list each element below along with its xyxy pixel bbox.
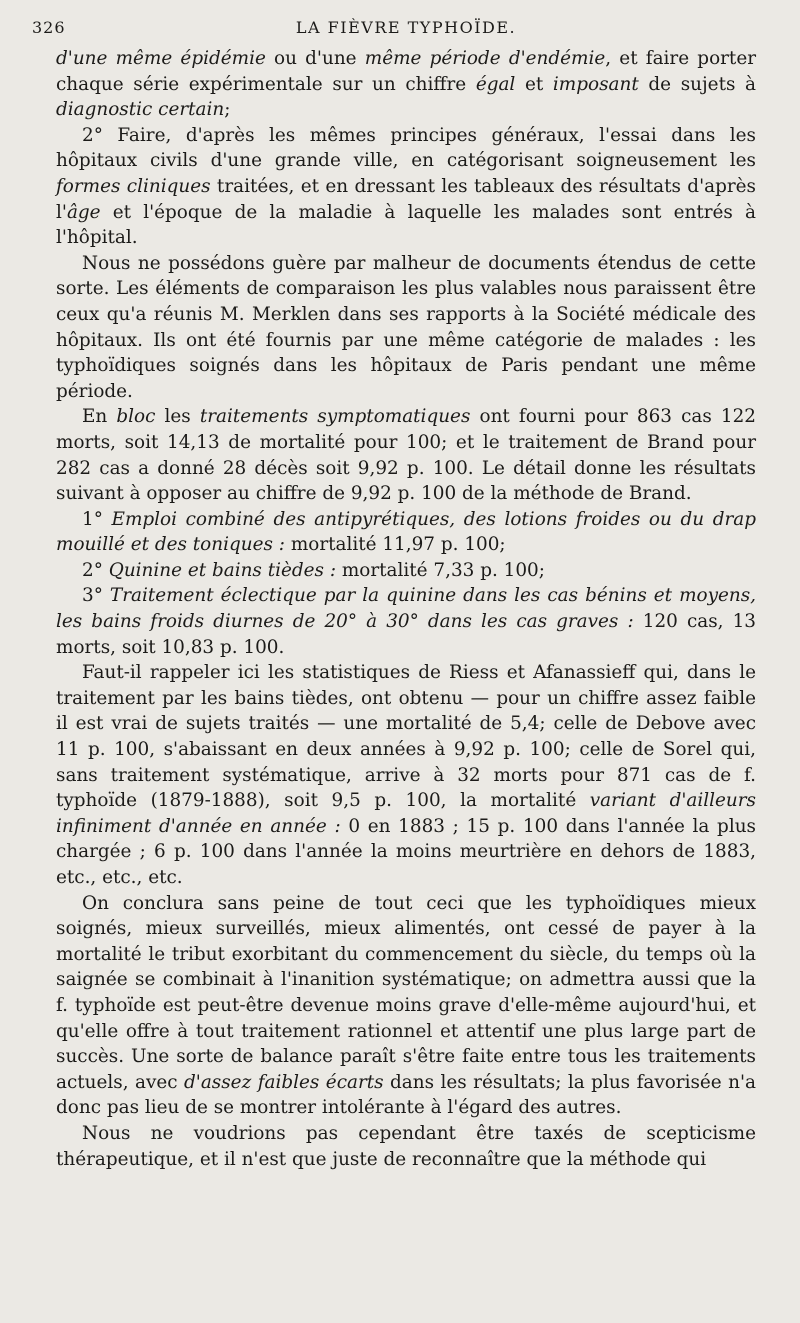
text-run: 120 cas, 13 morts, soit 10,83 p. 100. bbox=[56, 611, 756, 658]
italic-text: variant d'ailleurs infiniment d'année en année : bbox=[56, 790, 756, 837]
paragraph bbox=[56, 558, 756, 584]
italic-text: même période d'endémie bbox=[364, 48, 606, 69]
paragraph bbox=[56, 507, 756, 558]
italic-text: Emploi combiné des antipyrétiques, des lotions froides ou du drap mouillé et des toniques : bbox=[56, 508, 757, 556]
text-run: dans les résultats; la plus favorisée n'a donc pas lieu de se montrer intolérante à l'égard des autres. bbox=[56, 1071, 757, 1119]
running-header bbox=[32, 12, 756, 46]
italic-text: diagnostic certain bbox=[56, 99, 225, 121]
body-text bbox=[56, 46, 756, 1172]
paragraph bbox=[56, 123, 756, 251]
text-run: mortalité 11,97 p. 100; bbox=[284, 534, 506, 556]
text-run: Faut-il rappeler ici les statistiques de Riess et Afanassieff qui, dans le traitement par les bains tièdes, ont obtenu — pour un chiffre assez faible il est vrai de sujets traités — une mortalité de 5,4; celle de Debove avec 11 p. 100, s'abaissant en deux années à 9,92 p. 100; celle de Sorel qui, sans traitement systématique, arrive à 32 morts pour 871 cas de f. typhoïde (1879-1888), soit 9,5 p. 100, la mortalité bbox=[56, 662, 756, 812]
text-run: 3° bbox=[82, 585, 110, 607]
paragraph bbox=[56, 46, 756, 123]
paragraph bbox=[56, 583, 756, 660]
italic-text: traitements symptomatiques bbox=[199, 406, 471, 428]
text-run: 0 en 1883 ; 15 p. 100 dans l'année la plus chargée ; 6 p. 100 dans l'année la moins meurtrière en dehors de 1883, etc., etc., etc. bbox=[56, 815, 756, 888]
italic-text: âge bbox=[66, 201, 101, 223]
text-run: 1° bbox=[82, 508, 112, 530]
paragraph bbox=[56, 404, 756, 506]
text-run: Nous ne voudrions pas cependant être taxés de scepticisme thérapeutique, et il n'est que juste de reconnaître que la méthode qui bbox=[56, 1122, 756, 1170]
running-title: LA FIÈVRE TYPHOÏDE. bbox=[295, 18, 517, 37]
paragraph bbox=[56, 891, 756, 1121]
text-run: ont fourni pour 863 cas 122 morts, soit 14,13 de mortalité pour 100; et le traitement de Brand pour 282 cas a donné 28 décès soit 9,92 p. 100. Le détail donne les résultats suivant à opposer au chiffre de 9,92 p. 100 de la méthode de Brand. bbox=[56, 406, 756, 505]
text-run: On conclura sans peine de tout ceci que les typhoïdiques mieux soignés, mieux surveillés, mieux alimentés, ont cessé de payer à la mortalité le tribut exorbitant du commencement du siècle, du temps où la saignée se combinait à l'inanition systématique; on admettra aussi que la f. typhoïde est peut-être devenue moins grave d'elle-même aujourd'hui, et qu'elle offre à tout traitement rationnel et attentif une plus large part de succès. Une sorte de balance paraît s'être faite entre tous les traitements actuels, avec bbox=[56, 892, 756, 1093]
text-run: traitées, et en dressant les tableaux des résultats d'après l' bbox=[56, 175, 756, 223]
italic-text: formes cliniques bbox=[56, 175, 211, 197]
italic-text: imposant bbox=[552, 73, 639, 95]
paragraph bbox=[56, 251, 756, 405]
italic-text: d'une même épidémie bbox=[56, 48, 266, 69]
italic-text: égal bbox=[475, 73, 516, 95]
page-number: 326 bbox=[32, 18, 66, 37]
text-run: ou d'une bbox=[265, 48, 365, 69]
italic-text: bloc bbox=[116, 406, 156, 428]
paragraph bbox=[56, 1121, 756, 1172]
text-run: et l'époque de la maladie à laquelle les malades sont entrés à l'hôpital. bbox=[56, 201, 756, 249]
italic-text: d'assez faibles écarts bbox=[184, 1071, 384, 1093]
text-run: , et faire porter chaque série expérimentale sur un chiffre bbox=[56, 48, 757, 95]
text-run: ; bbox=[224, 99, 231, 121]
text-run: et bbox=[515, 73, 553, 95]
text-run: de sujets à bbox=[638, 73, 757, 95]
text-run: 2° Faire, d'après les mêmes principes généraux, l'essai dans les hôpitaux civils d'une grande ville, en catégorisant soigneusement les bbox=[56, 124, 756, 172]
italic-text: Traitement éclectique par la quinine dans les cas bénins et moyens, les bains froids diurnes de 20° à 30° dans les cas graves : bbox=[56, 585, 756, 633]
text-run: les bbox=[155, 406, 200, 428]
text-run: En bbox=[82, 406, 117, 428]
text-run: 2° bbox=[82, 559, 109, 581]
text-run: Nous ne possédons guère par malheur de documents étendus de cette sorte. Les éléments de comparaison les plus valables nous paraissent être ceux qu'a réunis M. Merklen dans ses rapports à la Société médicale des hôpitaux. Ils ont été fournis par une même catégorie de malades : les typhoïdiques soignés dans les hôpitaux de Paris pendant une même période. bbox=[56, 252, 756, 402]
text-run: mortalité 7,33 p. 100; bbox=[336, 559, 545, 581]
paragraph bbox=[56, 660, 756, 890]
italic-text: Quinine et bains tièdes : bbox=[108, 559, 337, 581]
